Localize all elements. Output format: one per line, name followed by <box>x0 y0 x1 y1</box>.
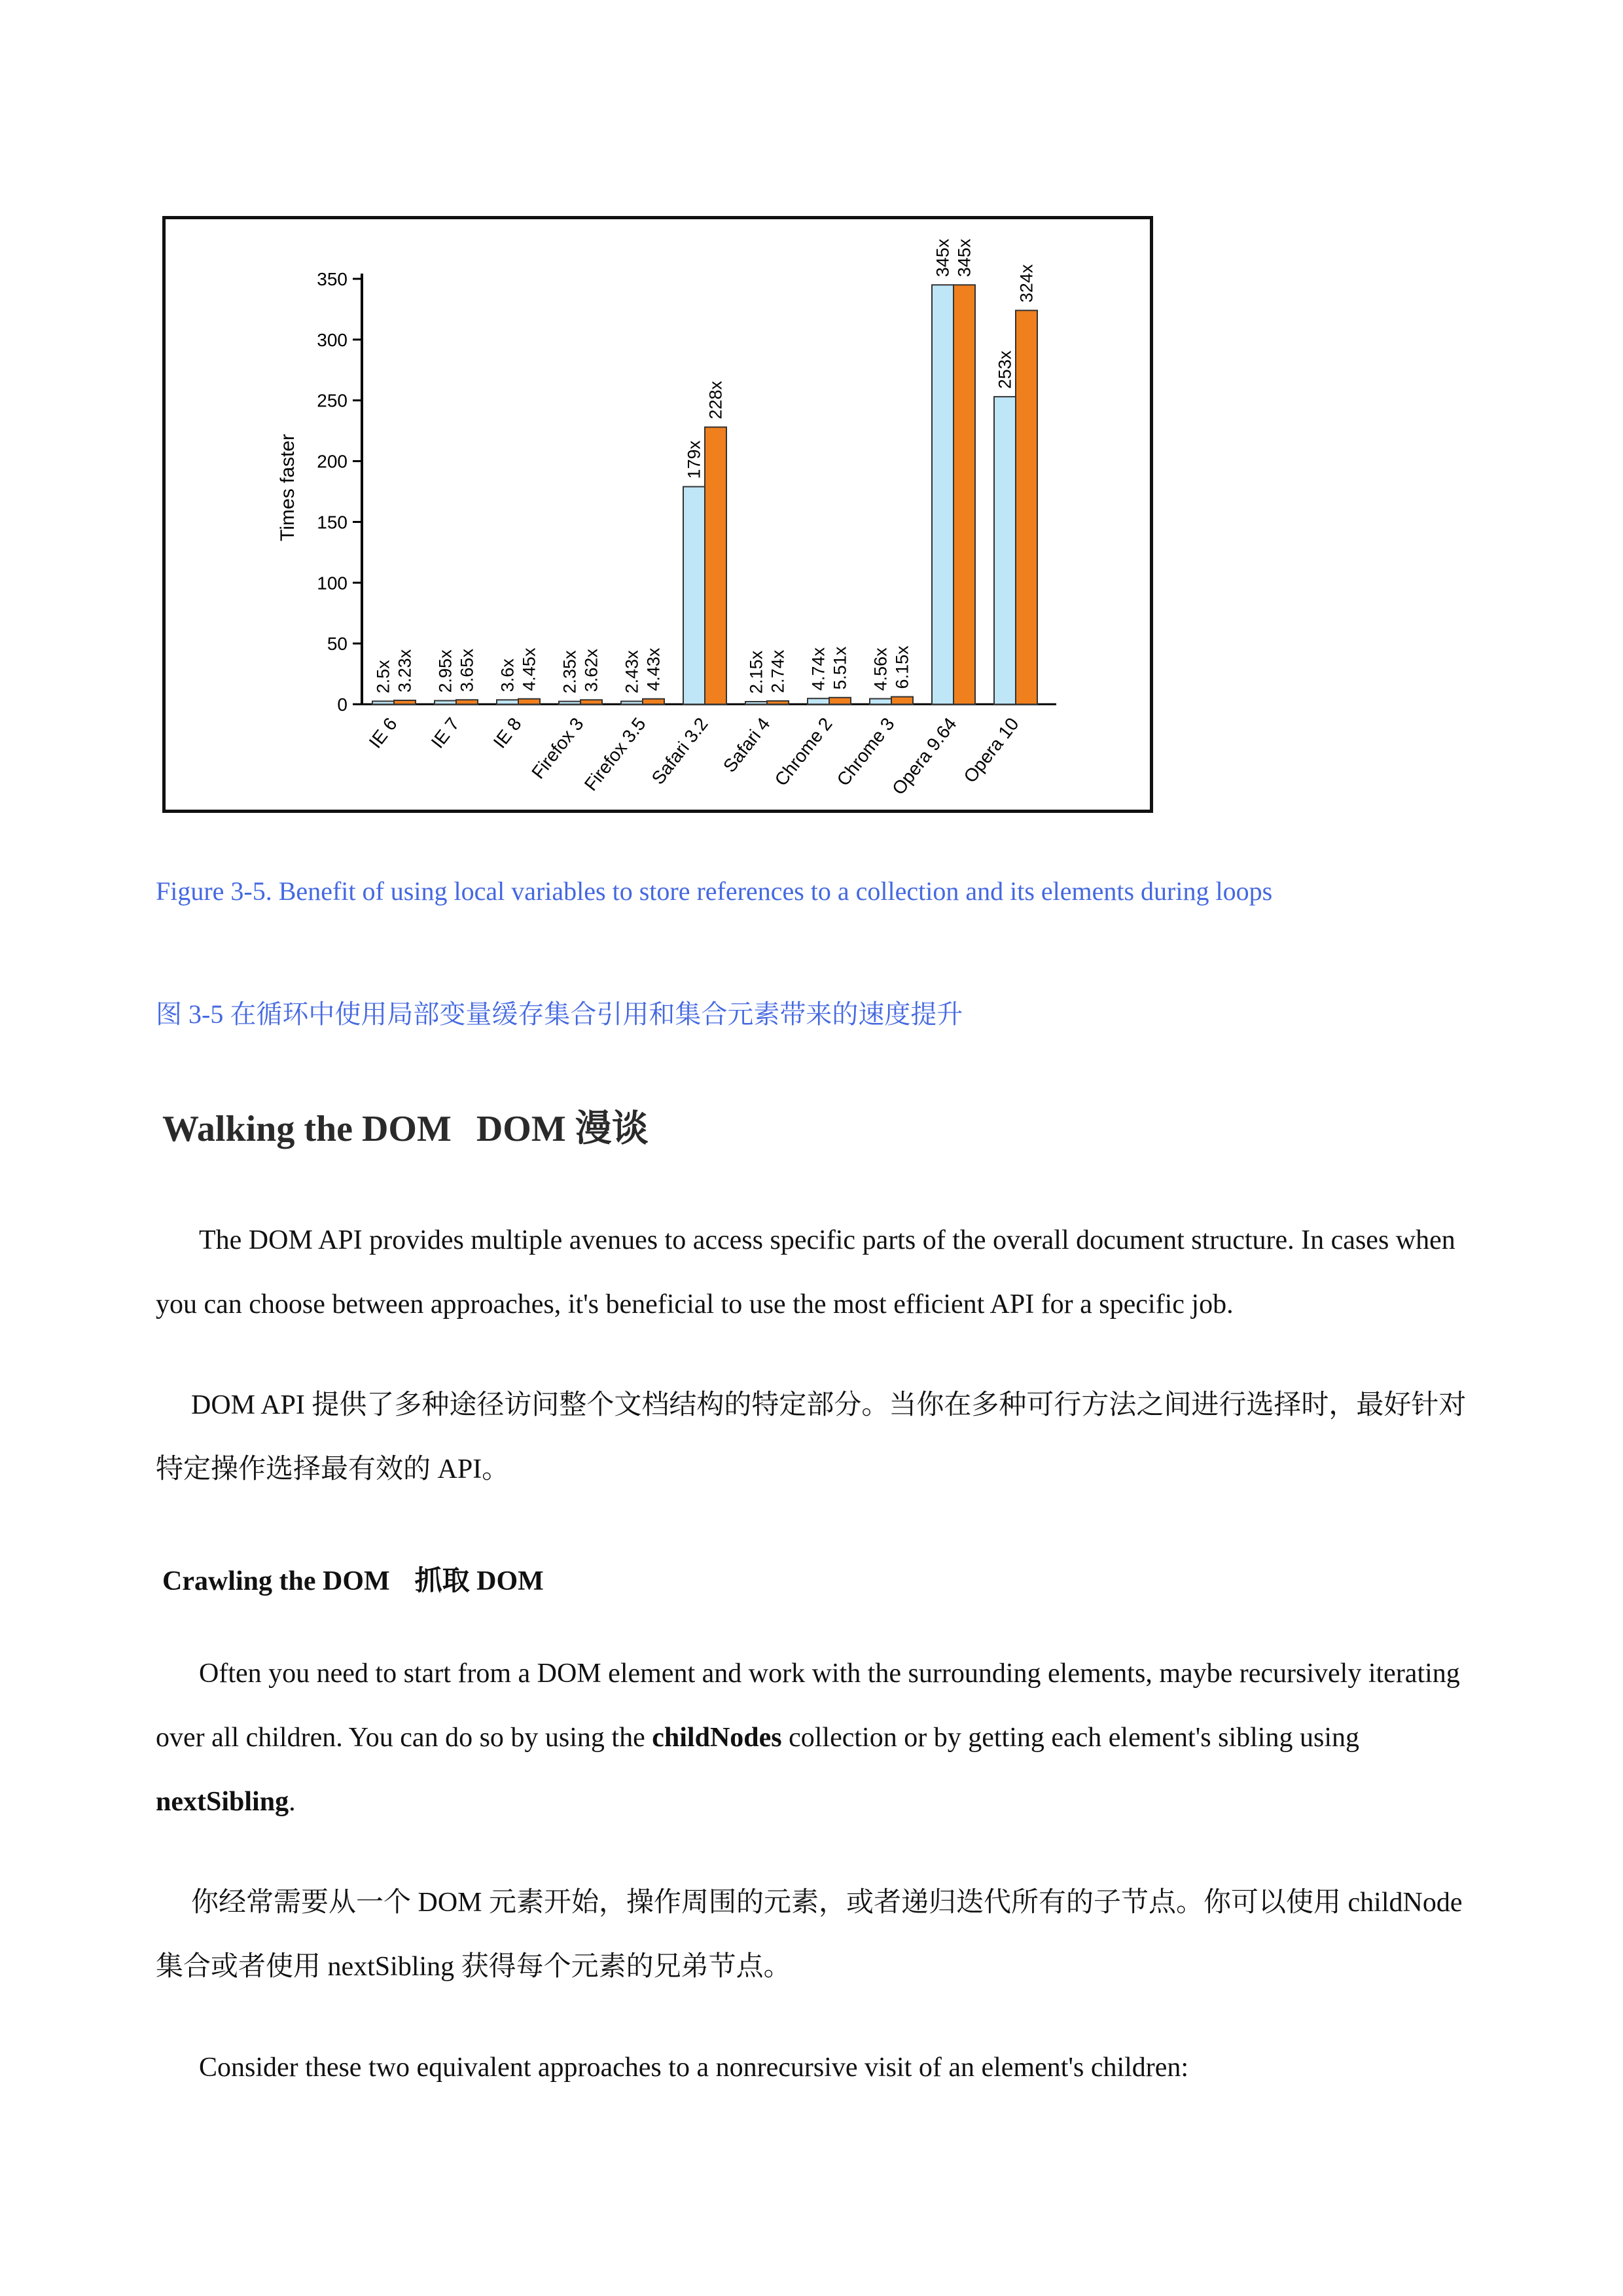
bar-light-blue-1 <box>435 701 456 704</box>
y-tick-label: 250 <box>317 390 348 411</box>
bar-orange-1 <box>456 700 478 704</box>
paragraph-3 <box>156 1641 1484 1834</box>
bar-light-blue-10 <box>994 397 1016 704</box>
x-tick-label: IE 7 <box>427 713 463 752</box>
y-tick-label: 100 <box>317 573 348 594</box>
data-label: 345x <box>933 238 953 278</box>
paragraph-3-text-1: Often you need to start from a DOM element and work with the surrounding elements, maybe recursively iterating over all children. You can do so by using the <box>156 1659 1460 1753</box>
data-label: 3.23x <box>395 649 415 693</box>
y-tick-label: 150 <box>317 512 348 533</box>
paragraph-3-text-3: . <box>289 1787 296 1817</box>
data-label: 2.74x <box>768 649 788 693</box>
bar-light-blue-5 <box>683 487 705 704</box>
section-heading <box>162 1100 649 1152</box>
paragraph-3-text-2: collection or by getting each element's sibling using <box>781 1723 1359 1753</box>
data-label: 4.74x <box>808 647 829 691</box>
bar-orange-10 <box>1016 310 1037 704</box>
data-label: 4.43x <box>643 647 664 691</box>
y-tick-label: 200 <box>317 451 348 472</box>
bar-light-blue-3 <box>559 702 580 704</box>
subsection-heading-zh: 抓取 DOM <box>414 1566 544 1596</box>
data-label: 179x <box>684 440 704 479</box>
bar-orange-6 <box>767 701 789 704</box>
x-tick-label: IE 8 <box>489 713 526 752</box>
data-label: 3.62x <box>581 649 601 692</box>
x-tick-label: IE 6 <box>365 713 401 752</box>
y-tick-label: 50 <box>327 634 348 655</box>
bar-light-blue-4 <box>621 701 643 704</box>
y-tick-label: 0 <box>337 694 348 715</box>
bar-chart <box>162 216 1153 813</box>
bar-orange-8 <box>891 697 913 704</box>
section-heading-en: Walking the DOM <box>162 1109 452 1149</box>
data-label: 4.56x <box>870 647 891 691</box>
bar-orange-2 <box>518 699 540 704</box>
data-label: 2.95x <box>435 649 455 693</box>
x-tick-label: Safari 3.2 <box>647 713 712 789</box>
data-label: 3.65x <box>457 649 477 692</box>
data-label: 2.5x <box>373 660 393 694</box>
bar-light-blue-6 <box>745 702 767 704</box>
bar-orange-3 <box>580 700 602 704</box>
x-tick-label: Chrome 2 <box>770 713 836 790</box>
x-tick-label: Opera 10 <box>959 713 1023 787</box>
bar-light-blue-0 <box>372 701 394 704</box>
section-heading-zh: DOM 漫谈 <box>476 1109 649 1149</box>
bar-light-blue-7 <box>808 698 829 704</box>
data-label: 2.15x <box>746 650 766 694</box>
data-label: 5.51x <box>830 646 850 690</box>
bar-orange-7 <box>829 698 851 704</box>
bar-orange-0 <box>394 700 416 704</box>
paragraph-2: DOM API 提供了多种途径访问整个文档结构的特定部分。当你在多种可行方法之间进行选择时，最好针对特定操作选择最有效的 API。 <box>156 1390 1467 1484</box>
y-tick-label: 350 <box>317 269 348 289</box>
figure-caption-en: Figure 3-5. Benefit of using local variables to store references to a collection and its elements during loops <box>156 876 1273 906</box>
x-tick-label: Opera 9.64 <box>888 713 961 799</box>
x-tick-label: Firefox 3 <box>527 713 588 783</box>
x-tick-label: Firefox 3.5 <box>580 713 650 795</box>
x-tick-label: Chrome 3 <box>832 713 899 790</box>
bar-light-blue-9 <box>932 285 954 704</box>
data-label: 3.6x <box>497 658 518 692</box>
bar-light-blue-2 <box>497 700 518 704</box>
x-tick-label: Safari 4 <box>719 713 774 776</box>
data-label: 228x <box>705 381 726 420</box>
paragraph-4: 你经常需要从一个 DOM 元素开始，操作周围的元素，或者递归迭代所有的子节点。你可以使用 childNode 集合或者使用 nextSibling 获得每个元素的兄弟节点。 <box>156 1888 1463 1982</box>
bar-orange-5 <box>705 427 726 704</box>
chart-svg <box>166 219 1150 810</box>
data-label: 324x <box>1016 264 1037 303</box>
data-label: 253x <box>995 350 1015 389</box>
bar-orange-4 <box>643 699 664 704</box>
data-label: 6.15x <box>892 645 912 689</box>
code-childnodes: childNodes <box>652 1723 782 1753</box>
bar-orange-9 <box>954 285 975 704</box>
y-tick-label: 300 <box>317 329 348 350</box>
code-nextsibling: nextSibling <box>156 1787 289 1817</box>
subsection-heading <box>162 1559 544 1598</box>
data-label: 4.45x <box>519 647 539 691</box>
bar-light-blue-8 <box>870 699 891 704</box>
paragraph-1: The DOM API provides multiple avenues to access specific parts of the overall document structure. In cases when you can choose between approaches, it's beneficial to use the most efficient API for a specific job. <box>156 1225 1455 1319</box>
figure-caption-zh: 图 3-5 在循环中使用局部变量缓存集合引用和集合元素带来的速度提升 <box>156 999 963 1029</box>
data-label: 2.43x <box>622 650 642 694</box>
data-label: 345x <box>954 238 974 278</box>
paragraph-5: Consider these two equivalent approaches to a nonrecursive visit of an element's children: <box>199 2053 1189 2083</box>
y-axis-title: Times faster <box>277 434 298 541</box>
subsection-heading-en: Crawling the DOM <box>162 1566 390 1596</box>
data-label: 2.35x <box>560 650 580 694</box>
